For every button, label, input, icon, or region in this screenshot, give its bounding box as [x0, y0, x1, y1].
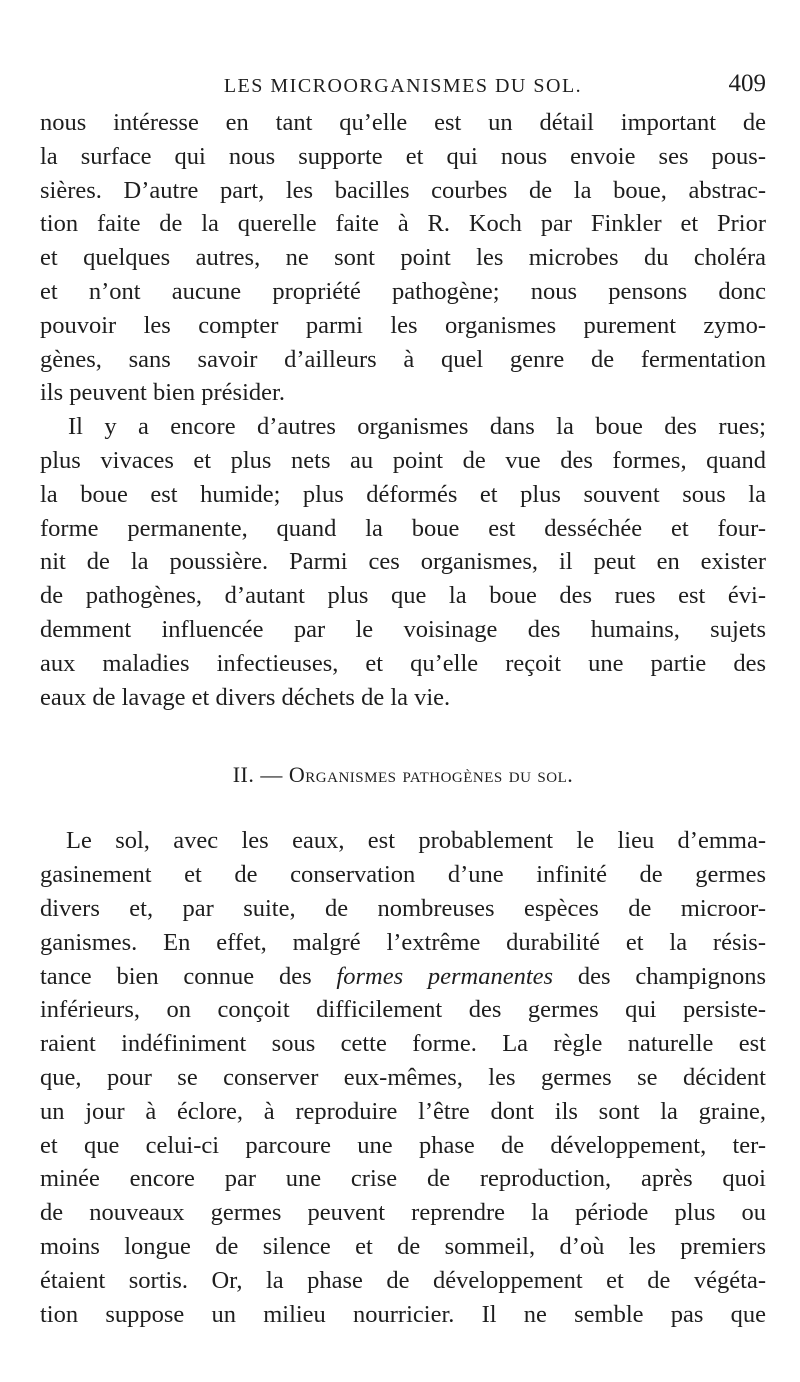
- section-title: Organismes pathogènes du sol.: [288, 762, 574, 788]
- text-line: que, pour se conserver eux-mêmes, les germes se décident: [40, 1063, 766, 1091]
- text-line: plus vivaces et plus nets au point de vue des formes, quand: [40, 446, 766, 474]
- text-line: gènes, sans savoir d’ailleurs à quel genre de fermentation: [40, 345, 766, 373]
- text-line: nit de la poussière. Parmi ces organismes, il peut en exister: [40, 548, 766, 576]
- text-line: tion faite de la querelle faite à R. Koch par Finkler et Prior: [40, 210, 766, 238]
- text-line: de pathogènes, d’autant plus que la boue des rues est évi-: [40, 582, 766, 610]
- section-heading: [40, 758, 766, 792]
- spacer: [40, 714, 766, 758]
- paragraph-2: [40, 410, 766, 714]
- text-line: aux maladies infectieuses, et qu’elle reçoit une partie des: [40, 649, 766, 677]
- text-line: forme permanente, quand la boue est desséchée et four-: [40, 514, 766, 542]
- text-line: étaient sortis. Or, la phase de développement et de végéta-: [40, 1266, 766, 1294]
- text-line: eaux de lavage et divers déchets de la vie.: [40, 683, 451, 711]
- page-header: [40, 64, 766, 98]
- text-line: tion suppose un milieu nourricier. Il ne semble pas que: [40, 1300, 766, 1328]
- text-line: un jour à éclore, à reproduire l’être dont ils sont la graine,: [40, 1097, 766, 1125]
- text-line: moins longue de silence et de sommeil, d’où les premiers: [40, 1232, 766, 1260]
- paragraph-1: [40, 106, 766, 410]
- text-line: gasinement et de conservation d’une infinité de germes: [40, 861, 766, 889]
- text-line-with-italic: [40, 960, 766, 994]
- paragraph-3: [40, 824, 766, 1331]
- text-line: Il y a encore d’autres organismes dans la boue des rues;: [68, 413, 766, 441]
- page-body: [40, 106, 766, 1331]
- text-line: inférieurs, on conçoit difficilement des germes qui persiste-: [40, 996, 766, 1024]
- spacer: [40, 792, 766, 824]
- text-line: et que celui-ci parcoure une phase de développement, ter-: [40, 1131, 766, 1159]
- text-line: Le sol, avec les eaux, est probablement le lieu d’emma-: [66, 827, 766, 855]
- running-title: LES MICROORGANISMES DU SOL.: [223, 75, 583, 97]
- text-line: pouvoir les compter parmi les organismes purement zymo-: [40, 311, 766, 339]
- text-line: ganismes. En effet, malgré l’extrême durabilité et la résis-: [40, 928, 766, 956]
- text-line: demment influencée par le voisinage des humains, sujets: [40, 615, 766, 643]
- section-number: II. —: [232, 762, 283, 788]
- text-segment: des champignons: [553, 962, 766, 990]
- text-segment: tance bien connue des: [40, 962, 337, 990]
- text-line: sières. D’autre part, les bacilles courbes de la boue, abstrac-: [40, 176, 766, 204]
- page-number: 409: [728, 70, 766, 97]
- text-line: et quelques autres, ne sont point les microbes du choléra: [40, 244, 766, 272]
- text-line: la boue est humide; plus déformés et plus souvent sous la: [40, 480, 766, 508]
- text-line: ils peuvent bien présider.: [40, 379, 285, 407]
- text-line: raient indéfiniment sous cette forme. La règle naturelle est: [40, 1030, 766, 1058]
- italic-term: formes permanentes: [336, 962, 554, 990]
- text-line: la surface qui nous supporte et qui nous envoie ses pous-: [40, 142, 766, 170]
- text-line: nous intéresse en tant qu’elle est un détail important de: [40, 109, 766, 136]
- text-line: de nouveaux germes peuvent reprendre la période plus ou: [40, 1199, 766, 1227]
- text-line: divers et, par suite, de nombreuses espèces de microor-: [40, 894, 766, 922]
- text-line: et n’ont aucune propriété pathogène; nous pensons donc: [40, 277, 766, 305]
- text-line: minée encore par une crise de reproduction, après quoi: [40, 1165, 766, 1193]
